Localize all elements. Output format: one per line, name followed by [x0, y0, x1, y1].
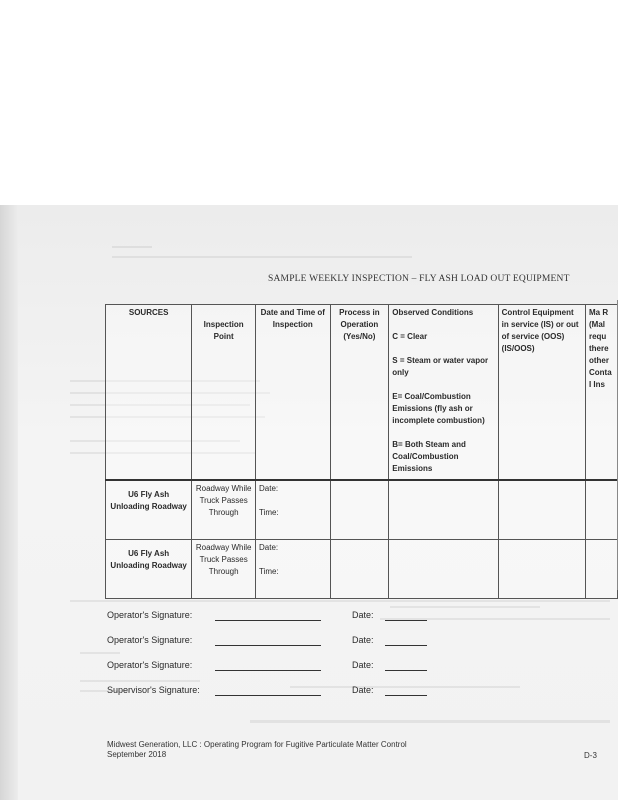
header-process: Process in Operation (Yes/No) [330, 305, 389, 481]
signature-line[interactable] [215, 695, 321, 696]
row-clipped-cell[interactable] [585, 480, 617, 540]
bleed-through-mark [80, 652, 120, 654]
bleed-through-mark [112, 256, 412, 258]
signature-label: Operator's Signature: [107, 660, 193, 670]
header-clipped-column: Ma R (Mal requ there other Conta I Ins [585, 305, 617, 481]
row-observed-cell[interactable] [389, 540, 498, 599]
row-process-cell[interactable] [330, 480, 389, 540]
row-clipped-cell[interactable] [585, 540, 617, 599]
signature-date-label: Date: [352, 610, 374, 620]
date-label: Date: [259, 543, 279, 552]
bleed-through-mark [290, 686, 520, 688]
supervisor-signature-label: Supervisor's Signature: [107, 685, 200, 695]
header-inspection-point-label: Inspection Point [203, 320, 244, 341]
row-source: U6 Fly Ash Unloading Roadway [106, 540, 192, 599]
time-label: Time: [259, 508, 279, 517]
header-control-equipment [498, 305, 585, 481]
row-source: U6 Fly Ash Unloading Roadway [106, 480, 192, 540]
observed-code-steam: S = Steam or water vapor only [392, 356, 489, 377]
observed-code-both: B= Both Steam and Coal/Combustion Emissions [392, 440, 466, 473]
table-header-row [106, 305, 618, 481]
control-title: Control Equipment in service (IS) or out of service (OOS) [501, 308, 579, 341]
observed-code-emissions: E= Coal/Combustion Emissions (fly ash or incomplete combustion) [392, 392, 485, 425]
bleed-through-mark [250, 720, 610, 723]
date-label: Date: [259, 484, 279, 493]
signature-line[interactable] [215, 670, 321, 671]
row-date-time[interactable] [256, 480, 331, 540]
signature-label: Operator's Signature: [107, 610, 193, 620]
signature-date-line[interactable] [385, 620, 427, 621]
signature-date-label: Date: [352, 635, 374, 645]
signature-date-line[interactable] [385, 670, 427, 671]
signature-date-label: Date: [352, 660, 374, 670]
observed-title: Observed Conditions [392, 308, 474, 317]
signature-line[interactable] [215, 645, 321, 646]
footer-company-line: Midwest Generation, LLC : Operating Program for Fugitive Particulate Matter Control [107, 740, 407, 749]
table-row [106, 480, 618, 540]
signature-date-line[interactable] [385, 695, 427, 696]
row-date-time[interactable] [256, 540, 331, 599]
scan-left-edge [0, 205, 18, 800]
row-control-cell[interactable] [498, 540, 585, 599]
bleed-through-mark [80, 680, 200, 682]
bleed-through-mark [390, 606, 540, 608]
header-inspection-point [192, 305, 256, 481]
row-inspection-point: Roadway While Truck Passes Through [192, 480, 256, 540]
bleed-through-mark [112, 246, 152, 248]
row-observed-cell[interactable] [389, 480, 498, 540]
row-control-cell[interactable] [498, 480, 585, 540]
header-date-time: Date and Time of Inspection [256, 305, 331, 481]
signature-label: Operator's Signature: [107, 635, 193, 645]
signature-line[interactable] [215, 620, 321, 621]
observed-code-clear: C = Clear [392, 332, 428, 341]
signature-date-label: Date: [352, 685, 374, 695]
bleed-through-mark [70, 600, 610, 602]
control-codes: (IS/OOS) [501, 344, 535, 353]
row-process-cell[interactable] [330, 540, 389, 599]
page-title: SAMPLE WEEKLY INSPECTION – FLY ASH LOAD OUT EQUIPMENT [268, 274, 570, 284]
time-label: Time: [259, 567, 279, 576]
footer-date-line: September 2018 [107, 750, 167, 759]
table-row [106, 540, 618, 599]
page-footer [107, 740, 407, 760]
row-inspection-point: Roadway While Truck Passes Through [192, 540, 256, 599]
page-number: D-3 [584, 751, 597, 760]
header-sources: SOURCES [106, 305, 192, 481]
signature-date-line[interactable] [385, 645, 427, 646]
header-observed-conditions [389, 305, 498, 481]
inspection-table [105, 304, 618, 599]
